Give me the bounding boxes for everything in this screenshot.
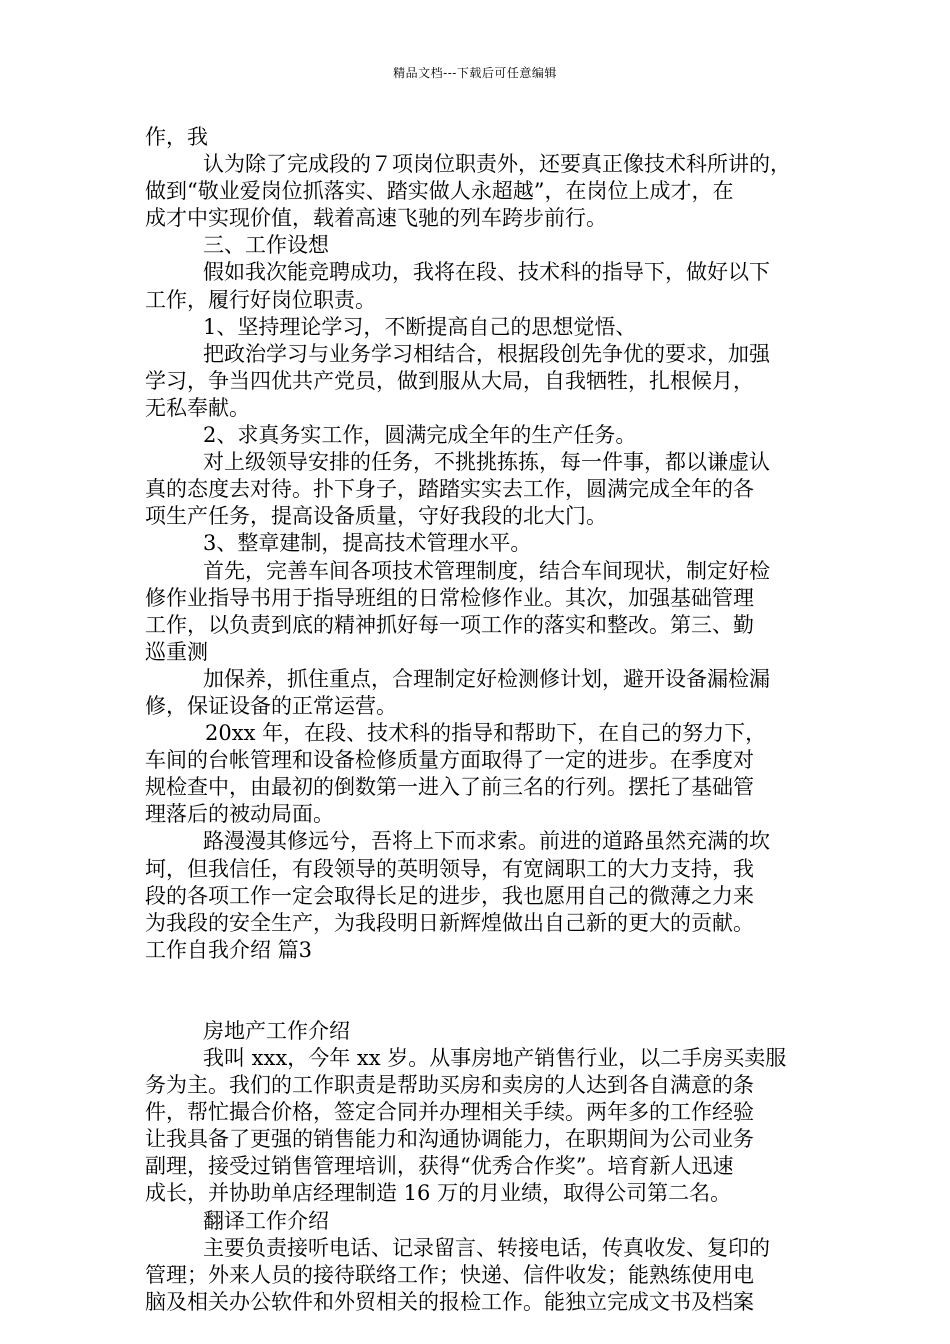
text-line: 务为主。我们的工作职责是帮助买房和卖房的人达到各自满意的条 bbox=[145, 1073, 754, 1098]
text-line: 工作，以负责到底的精神抓好每一项工作的落实和整改。第三、勤 bbox=[145, 612, 754, 637]
text-line: 成才中实现价值，载着高速飞驰的列车跨步前行。 bbox=[145, 206, 607, 231]
text-line: 副理，接受过销售管理培训，获得“优秀合作奖”。培育新人迅速 bbox=[145, 1154, 734, 1179]
text-line: 无私奉献。 bbox=[145, 395, 250, 420]
text-line: 件，帮忙撮合价格，签定合同并办理相关手续。两年多的工作经验 bbox=[145, 1100, 754, 1125]
text-line: 路漫漫其修远兮，吾将上下而求索。前进的道路虽然充满的坎 bbox=[203, 829, 770, 854]
document-body bbox=[145, 124, 815, 1316]
page-header: 精品文档---下载后可任意编辑 bbox=[393, 66, 557, 80]
text-line: 首先，完善车间各项技术管理制度，结合车间现状，制定好检 bbox=[203, 558, 770, 583]
text-line: 为我段的安全生产，为我段明日新辉煌做出自己新的更大的贡献。 bbox=[145, 910, 754, 935]
section-heading: 工作自我介绍 篇3 bbox=[145, 937, 313, 962]
section-heading: 三、工作设想 bbox=[203, 233, 329, 258]
text-line: 把政治学习与业务学习相结合，根据段创先争优的要求，加强 bbox=[203, 341, 770, 366]
text-line: 认为除了完成段的７项岗位职责外，还要真正像技术科所讲的， bbox=[203, 152, 791, 177]
text-line: 管理；外来人员的接待联络工作；快递、信件收发；能熟练使用电 bbox=[145, 1262, 754, 1287]
text-line: 2、求真务实工作，圆满完成全年的生产任务。 bbox=[203, 423, 637, 448]
section-heading: 房地产工作介绍 bbox=[203, 1018, 350, 1043]
text-line: 修作业指导书用于指导班组的日常检修作业。其次，加强基础管理 bbox=[145, 585, 754, 610]
text-line: 作，我 bbox=[145, 125, 208, 149]
text-line: 1、坚持理论学习，不断提高自己的思想觉悟、 bbox=[203, 314, 637, 339]
text-line: 20xx 年，在段、技术科的指导和帮助下，在自己的努力下， bbox=[205, 721, 767, 746]
text-line: 学习，争当四优共产党员，做到服从大局，自我牺牲，扎根候月， bbox=[145, 368, 754, 393]
text-line: 成长，并协助单店经理制造 16 万的月业绩，取得公司第二名。 bbox=[145, 1181, 732, 1206]
text-line: 车间的台帐管理和设备检修质量方面取得了一定的进步。在季度对 bbox=[145, 748, 754, 773]
text-line: 项生产任务，提高设备质量，守好我段的北大门。 bbox=[145, 504, 607, 529]
text-line: 巡重测 bbox=[145, 639, 208, 664]
text-line: 对上级领导安排的任务，不挑挑拣拣，每一件事，都以谦虚认 bbox=[203, 450, 770, 475]
text-line: 理落后的被动局面。 bbox=[145, 802, 334, 827]
text-line: 修，保证设备的正常运营。 bbox=[145, 693, 397, 718]
text-line: 加保养，抓住重点，合理制定好检测修计划，避开设备漏检漏 bbox=[203, 666, 770, 691]
section-heading: 翻译工作介绍 bbox=[203, 1208, 329, 1233]
text-line: 脑及相关办公软件和外贸相关的报检工作。能独立完成文书及档案 bbox=[145, 1289, 754, 1314]
text-line: 规检查中，由最初的倒数第一进入了前三名的行列。摆托了基础管 bbox=[145, 775, 754, 800]
text-line: 工作，履行好岗位职责。 bbox=[145, 287, 376, 312]
text-line: 真的态度去对待。扑下身子，踏踏实实去工作，圆满完成全年的各 bbox=[145, 477, 754, 502]
text-line: 做到“敬业爱岗位抓落实、踏实做人永超越”，在岗位上成才，在 bbox=[145, 179, 734, 204]
text-line: 我叫 xxx，今年 xx 岁。从事房地产销售行业，以二手房买卖服 bbox=[203, 1046, 787, 1070]
text-line: 让我具备了更强的销售能力和沟通协调能力，在职期间为公司业务 bbox=[145, 1127, 754, 1152]
text-line: 假如我次能竞聘成功，我将在段、技术科的指导下，做好以下 bbox=[203, 260, 770, 285]
text-line: 坷，但我信任，有段领导的英明领导，有宽阔职工的大力支持，我 bbox=[145, 856, 754, 881]
text-line: 主要负责接听电话、记录留言、转接电话，传真收发、复印的 bbox=[203, 1235, 770, 1260]
text-line: 段的各项工作一定会取得长足的进步，我也愿用自己的微薄之力来 bbox=[145, 883, 754, 908]
text-line: 3、整章建制，提高技术管理水平。 bbox=[203, 531, 532, 556]
